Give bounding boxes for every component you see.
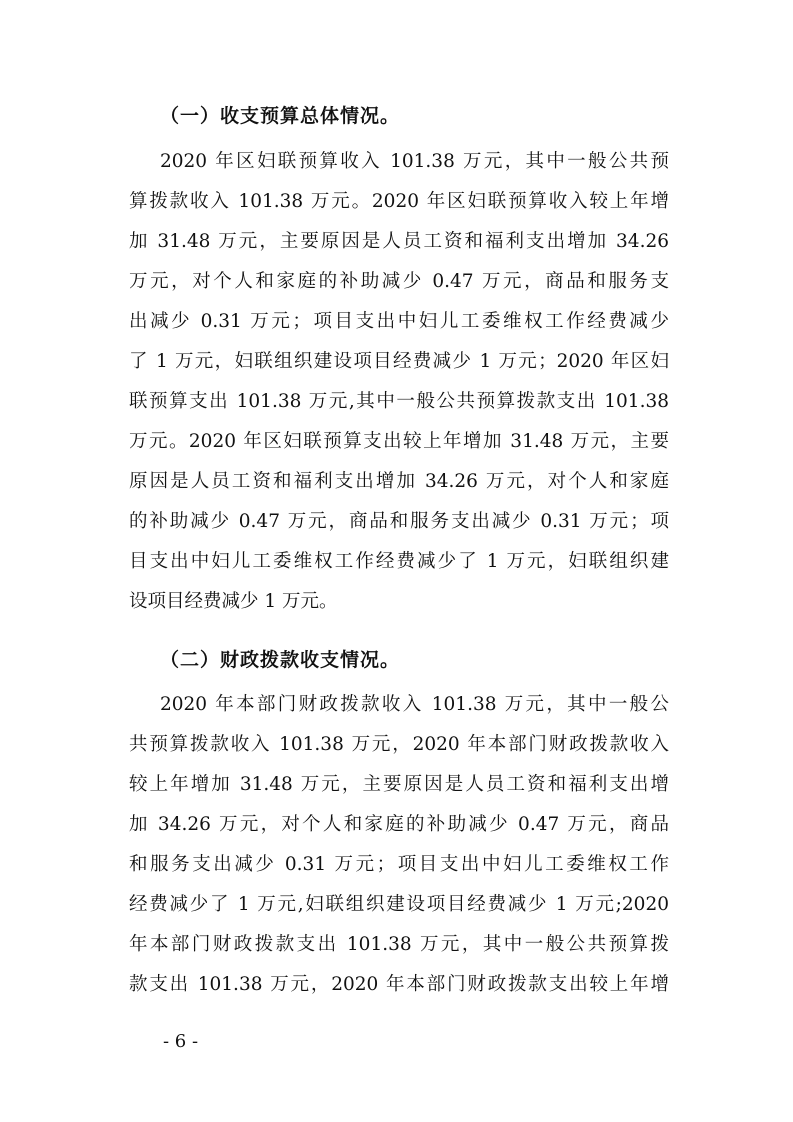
paragraph-line: 的补助减少 0.47 万元，商品和服务支出减少 0.31 万元；项 <box>129 511 669 532</box>
paragraph-line: 2020 年本部门财政拨款收入 101.38 万元，其中一般公 <box>160 694 669 715</box>
paragraph-line: 和服务支出减少 0.31 万元；项目支出中妇儿工委维权工作 <box>129 854 669 875</box>
paragraph-line: 加 34.26 万元，对个人和家庭的补助减少 0.47 万元，商品 <box>129 814 669 835</box>
page-number: - 6 - <box>163 1031 199 1052</box>
section-heading-2: （二）财政拨款收支情况。 <box>160 649 401 671</box>
paragraph-line: 万元。2020 年区妇联预算支出较上年增加 31.48 万元，主要 <box>129 431 669 452</box>
section-heading-1: （一）收支预算总体情况。 <box>160 105 401 127</box>
paragraph-line: 联预算支出 101.38 万元,其中一般公共预算拨款支出 101.38 <box>129 391 669 412</box>
paragraph-line: 共预算拨款收入 101.38 万元，2020 年本部门财政拨款收入 <box>129 734 669 755</box>
paragraph-line: 目支出中妇儿工委维权工作经费减少了 1 万元，妇联组织建 <box>129 551 669 572</box>
paragraph-line: 万元，对个人和家庭的补助减少 0.47 万元，商品和服务支 <box>129 271 669 292</box>
paragraph-line: 出减少 0.31 万元；项目支出中妇儿工委维权工作经费减少 <box>129 311 669 332</box>
paragraph-line: 款支出 101.38 万元，2020 年本部门财政拨款支出较上年增 <box>129 974 669 995</box>
paragraph-line: 2020 年区妇联预算收入 101.38 万元，其中一般公共预 <box>160 151 669 172</box>
paragraph-line: 了 1 万元，妇联组织建设项目经费减少 1 万元；2020 年区妇 <box>129 351 669 372</box>
paragraph-line: 加 31.48 万元，主要原因是人员工资和福利支出增加 34.26 <box>129 231 669 252</box>
paragraph-line: 原因是人员工资和福利支出增加 34.26 万元，对个人和家庭 <box>129 471 669 492</box>
paragraph-line: 算拨款收入 101.38 万元。2020 年区妇联预算收入较上年增 <box>129 191 669 212</box>
paragraph-line: 较上年增加 31.48 万元，主要原因是人员工资和福利支出增 <box>129 774 669 795</box>
paragraph-line: 设项目经费减少 1 万元。 <box>129 591 338 612</box>
paragraph-line: 年本部门财政拨款支出 101.38 万元，其中一般公共预算拨 <box>129 934 669 955</box>
paragraph-line: 经费减少了 1 万元,妇联组织建设项目经费减少 1 万元;2020 <box>129 894 669 915</box>
